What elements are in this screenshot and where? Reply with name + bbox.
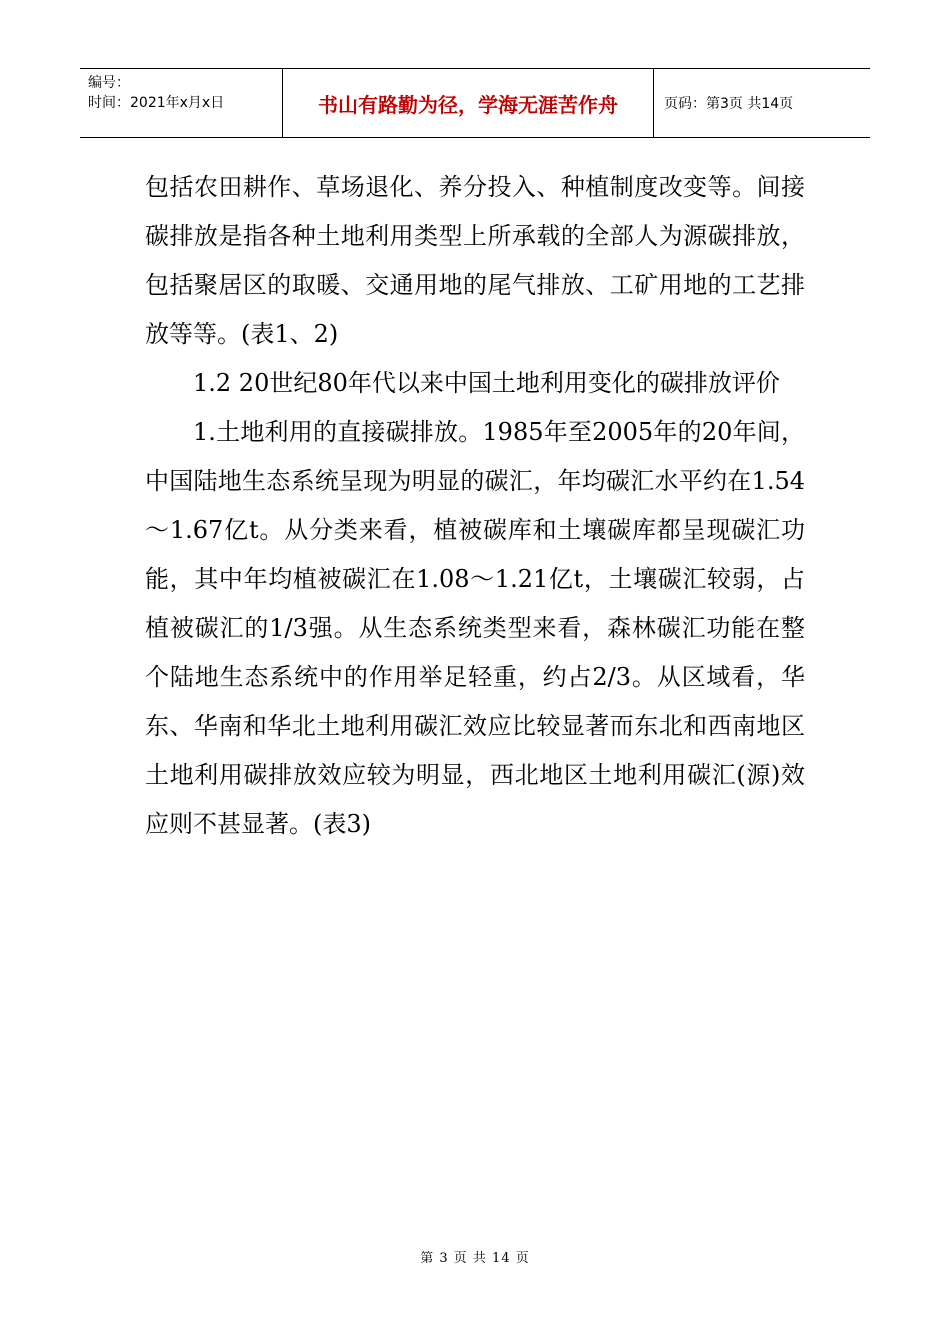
- header-page-label: 页码：第3页 共14页: [664, 96, 794, 112]
- body-paragraph-1: 包括农田耕作、草场退化、养分投入、种植制度改变等。间接碳排放是指各种土地利用类型上所承载的全部人为源碳排放，包括聚居区的取暖、交通用地的尾气排放、工矿用地的工艺排放等等。(表1、2): [145, 173, 805, 348]
- header-motto: 书山有路勤为径，学海无涯苦作舟: [282, 69, 654, 137]
- page-footer: 第 3 页 共 14 页: [420, 1251, 530, 1266]
- header-meta: [80, 69, 282, 137]
- body-paragraph-2: 1.土地利用的直接碳排放。1985年至2005年的20年间，中国陆地生态系统呈现为明显的碳汇，年均碳汇水平约在1.54～1.67亿t。从分类来看，植被碳库和土壤碳库都呈现碳汇功能，其中年均植被碳汇在1.08～1.21亿t，土壤碳汇较弱，占植被碳汇的1/3强。从生态系统类型来看，森林碳汇功能在整个陆地生态系统中的作用举足轻重，约占2/3。从区域看，华东、华南和华北土地利用碳汇效应比较显著而东北和西南地区土地利用碳排放效应较为明显，西北地区土地利用碳汇(源)效应则不甚显著。(表3): [145, 418, 805, 838]
- header-number-label: 编号：: [88, 75, 130, 91]
- document-body: [145, 163, 805, 849]
- header-time-label: 时间：2021年x月x日: [88, 95, 225, 111]
- section-heading: 1.2 20世纪80年代以来中国土地利用变化的碳排放评价: [193, 369, 780, 397]
- page-header: [80, 68, 870, 138]
